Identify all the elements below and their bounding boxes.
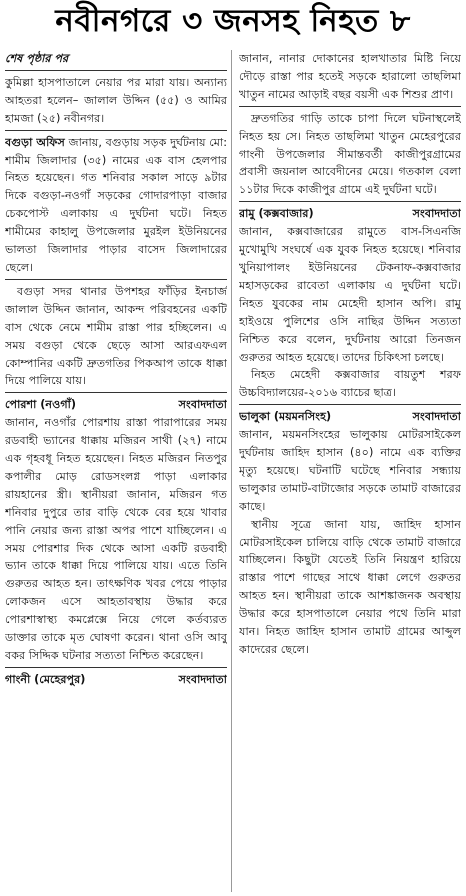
valuka-reporter: সংবাদদাতা [412,410,461,424]
valuka-subhead [239,408,461,426]
porsha-subhead [5,396,227,414]
left-column [5,50,227,892]
ramu-paragraph: জানান, কক্সবাজারের রামুতে বাস-সিএনজি মুখোমুখি সংঘর্ষে এক যুবক নিহত হয়েছে। শনিবার খুনিয়াপালং ইউনিয়নের টেকনাফ-কক্সবাজার মহাসড়কের রাবেতা এলাকায় এ দুর্ঘটনা ঘটে। নিহত যুবকের নাম মেহেদী হাসান অপি। রামু হাইওয়ে পুলিশের ওসি নাছির উদ্দিন সত্যতা নিশ্চিত করে বলেন, দুর্ঘটনায় আরো তিনজন গুরুতর আহত হয়েছে। তাদের চিকিৎসা চলছে। [239,225,461,364]
gangni-subhead [5,671,227,689]
divider-rule [239,404,461,405]
ramu-place: রামু (কক্সবাজার) [239,207,314,221]
ramu-reporter: সংবাদদাতা [412,207,461,221]
ramu-subhead [239,205,461,223]
divider-rule [5,392,227,393]
porsha-place: পোরশা (নওগাঁ) [5,398,77,412]
ramu-paragraph-2: নিহত মেহেদী কক্সবাজার বায়তুশ শরফ উচ্চবিদ্যালয়ের-২০১৬ ব্যাচের ছাত্র। [239,368,461,400]
column-divider [231,50,232,892]
divider-rule [5,70,227,71]
bogura-paragraph-2: বগুড়া সদর থানার উপশহর ফাঁড়ির ইনচার্জ জালাল উদ্দিন জানান, আকন্দ পরিবহনের একটি বাস থেকে নেমে শামীম রাস্তা পার হচ্ছিলেন। এ সময় বগুড়া থেকে ছেড়ে আসা আরএফএল কোম্পানির একটি দ্রুতগতির পিকআপ তাকে ধাক্কা দিয়ে পালিয়ে যায়। [5,284,227,388]
right-column [239,50,461,892]
gangni-paragraph-2: দ্রুতগতির গাড়ি তাকে চাপা দিলে ঘটনাস্থলেই নিহত হয় সে। নিহত তাছলিমা খাতুন মেহেরপুরের গাংনী উপজেলার সীমান্তবর্তী কাজীপুরগ্রামের প্রবাসী জয়নাল আবেদীনের মেয়ে। গতকাল বেলা ১১টার দিকে কাজীপুর গ্রামে এই দুর্ঘটনা ঘটে। [239,111,461,197]
gangni-paragraph: জানান, নানার দোকানের হালখাতার মিষ্টি নিয়ে দৌড়ে রাস্তা পার হতেই সড়কে হারালো তাছলিমা খাতুন নামের আড়াই বছর বয়সী এক শিশুর প্রাণ। [239,52,461,101]
valuka-paragraph: জানান, ময়মনসিংহের ভালুকায় মোটরসাইকেল দুর্ঘটনায় জাহিদ হাসান (৪০) নামে এক ব্যক্তির মৃত্যু হয়েছে। ঘটনাটি ঘটেছে শনিবার সন্ধ্যায় ভালুকার তামাট-বাটাজোর সড়কে তামাট বাজারের কাছে। [239,428,461,513]
bogura-paragraph [5,134,227,277]
valuka-paragraph-2: স্থানীয় সূত্রে জানা যায়, জাহিদ হাসান মোটরসাইকেল চালিয়ে বাড়ি থেকে তামাট বাজারে যাচ্ছিলেন। কিছুটা যেতেই তিনি নিয়ন্ত্রণ হারিয়ে রাস্তার পাশে গাছের সাথে ধাক্কা লেগে গুরুতর আহত হন। স্থানীয়রা তাকে আশঙ্কাজনক অবস্থায় উদ্ধার করে হাসপাতালে নেয়ার পথে তিনি মারা যান। নিহত জাহিদ হাসান তামাট গ্রামের আব্দুল কাদেরের ছেলে। [239,517,461,656]
divider-rule [5,130,227,131]
divider-rule [239,106,461,107]
porsha-reporter: সংবাদদাতা [178,398,227,412]
continued-paragraph: কুমিল্লা হাসপাতালে নেয়ার পর মারা যায়। অন্যান্য আহতরা হলেন– জালাল উদ্দিন (৫৫) ও আমির হামজা (২৫) নবীনগর। [5,75,227,125]
divider-rule [5,667,227,668]
bogura-dateline: বগুড়া অফিস [5,135,65,149]
headline: নবীনগরে ৩ জনসহ নিহত ৮ [55,3,411,39]
divider-rule [5,279,227,280]
continued-kicker: শেষ পৃষ্ঠার পর [5,52,69,65]
bogura-text: জানায়, বগুড়ায় সড়ক দুর্ঘটনায় মো: শামীম জিলাদার (৩৫) নামের এক বাস হেলপার নিহত হয়েছেন। গত শনিবার সকাল সাড়ে ৯টার দিকে বগুড়া-নওগাঁ সড়কের গোদারপাড়া বাজার চেকপোস্ট এলাকায় এ দুর্ঘটনা ঘটে। নিহত শামীমের কাহালু উপজেলার মুরইল ইউনিয়নের ভালতা জিলাদার পাড়ার বাসেদ জিলাদারের ছেলে। [5,135,227,274]
valuka-place: ভালুকা (ময়মনসিংহ) [239,410,332,424]
divider-rule [239,201,461,202]
porsha-paragraph: জানান, নওগাঁর পোরশায় রাস্তা পারাপারের সময় রডবাহী ভ্যানের ধাক্কায় মজিরন সাথী (২৭) নামে এক গৃহবধূ নিহত হয়েছেন। নিহত মজিরন নিতপুর কপালীর মোড় রোডসংলগ্ন পাড়া এলাকার রায়হানের স্ত্রী। স্থানীয়রা জানান, মজিরন গত শনিবার দুপুরে তার বাড়ি থেকে বের হয়ে খাবার পানি নেয়ার জন্য রাস্তা অপর পাশে যাচ্ছিলেন। এ সময় পোরশার দিক থেকে আসা একটি রডবাহী ভ্যান তাকে ধাক্কা দিয়ে পালিয়ে যায়। এতে তিনি গুরুতর আহত হন। তাৎক্ষণিক খবর পেয়ে পাড়ার লোকজন এসে আহতাবস্থায় উদ্ধার করে পোরশাস্বাস্থ্য কমপ্লেক্সে নিয়ে গেলে কর্তব্যরত ডাক্তার তাকে মৃত ঘোষণা করেন। থানা ওসি আবু বকর সিদ্দিক ঘটনার সত্যতা নিশ্চিত করেছেন। [5,416,227,662]
gangni-place: গাংনী (মেহেরপুর) [5,672,86,686]
gangni-reporter: সংবাদদাতা [178,672,227,686]
